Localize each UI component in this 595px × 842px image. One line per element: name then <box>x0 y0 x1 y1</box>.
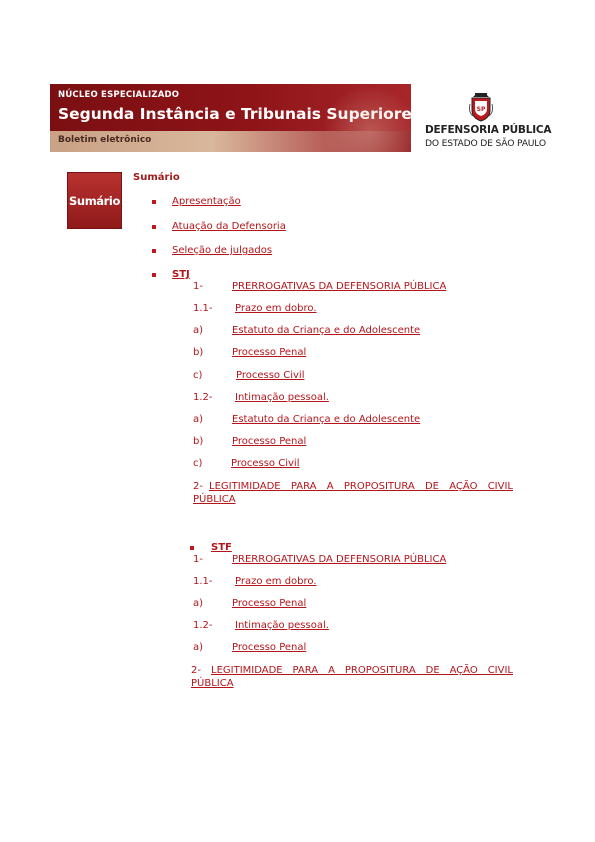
bullet-icon <box>190 546 194 550</box>
banner-decoration <box>308 84 411 152</box>
toc-link-selecao[interactable]: Seleção de julgados <box>172 245 273 256</box>
header-banner <box>50 84 422 152</box>
toc-number: b) <box>193 347 204 358</box>
toc-link-stj-civil-2[interactable]: Processo Civil <box>231 458 300 469</box>
bullet-icon <box>152 249 156 253</box>
bullet-icon <box>152 225 156 229</box>
toc-link-stf[interactable]: STF <box>211 542 232 553</box>
summary-badge <box>67 172 122 229</box>
bullet-icon <box>152 200 156 204</box>
toc-link-stj-eca-2[interactable]: Estatuto da Criança e do Adolescente <box>232 414 421 425</box>
banner-subtitle: Boletim eletrônico <box>58 135 152 145</box>
toc-number: a) <box>193 414 204 425</box>
toc-link-stj[interactable]: STJ <box>172 269 190 280</box>
banner-title: Segunda Instância e Tribunais Superiores <box>58 105 422 123</box>
toc-number: b) <box>193 436 204 447</box>
toc-link-stf-legitimidade[interactable]: LEGITIMIDADE PARA A PROPOSITURA DE AÇÃO CIVIL <box>211 665 513 676</box>
toc-link-stj-penal-2[interactable]: Processo Penal <box>232 436 307 447</box>
toc-number: 2- <box>193 481 203 492</box>
seal-text: SP <box>476 106 486 113</box>
toc-link-stj-eca-1[interactable]: Estatuto da Criança e do Adolescente <box>232 325 421 336</box>
toc-link-apresentacao[interactable]: Apresentação <box>172 196 241 207</box>
toc-number: a) <box>193 598 204 609</box>
toc-number: 2- <box>191 665 201 676</box>
bullet-icon <box>152 273 156 277</box>
coat-of-arms-icon <box>469 88 493 122</box>
toc-link-stf-legitimidade-cont[interactable]: PÚBLICA <box>191 678 234 689</box>
summary-badge-label: Sumário <box>69 194 120 208</box>
toc-link-stj-intimacao[interactable]: Intimação pessoal. <box>235 392 329 403</box>
toc-link-stf-prazo[interactable]: Prazo em dobro. <box>235 576 317 587</box>
logo-line2: DO ESTADO DE SÃO PAULO <box>425 138 546 149</box>
toc-number: a) <box>193 642 204 653</box>
toc-number: 1- <box>193 281 203 292</box>
toc-number: 1.1- <box>193 303 213 314</box>
toc-number: c) <box>193 458 203 469</box>
toc-number: a) <box>193 325 204 336</box>
toc-link-stf-intimacao[interactable]: Intimação pessoal. <box>235 620 329 631</box>
toc-link-stj-legitimidade[interactable]: LEGITIMIDADE PARA A PROPOSITURA DE AÇÃO CIVIL <box>209 481 513 492</box>
summary-heading: Sumário <box>133 172 180 183</box>
toc-link-stj-civil-1[interactable]: Processo Civil <box>236 370 305 381</box>
toc-link-stj-legitimidade-cont[interactable]: PÚBLICA <box>193 494 236 505</box>
logo-line1: DEFENSORIA PÚBLICA <box>425 124 552 136</box>
toc-link-stf-prerrogativas[interactable]: PRERROGATIVAS DA DEFENSORIA PÚBLICA <box>232 554 447 565</box>
toc-link-stj-prerrogativas[interactable]: PRERROGATIVAS DA DEFENSORIA PÚBLICA <box>232 281 447 292</box>
toc-number: 1.2- <box>193 620 213 631</box>
toc-link-stj-prazo[interactable]: Prazo em dobro. <box>235 303 317 314</box>
banner-kicker: NÚCLEO ESPECIALIZADO <box>58 90 180 100</box>
toc-link-stf-penal-1[interactable]: Processo Penal <box>232 598 307 609</box>
toc-number: 1- <box>193 554 203 565</box>
defensoria-logo <box>422 88 552 152</box>
toc-number: 1.2- <box>193 392 213 403</box>
toc-number: 1.1- <box>193 576 213 587</box>
toc-link-atuacao[interactable]: Atuação da Defensoria <box>172 221 286 232</box>
toc-number: c) <box>193 370 203 381</box>
toc-link-stj-penal-1[interactable]: Processo Penal <box>232 347 307 358</box>
toc-link-stf-penal-2[interactable]: Processo Penal <box>232 642 307 653</box>
